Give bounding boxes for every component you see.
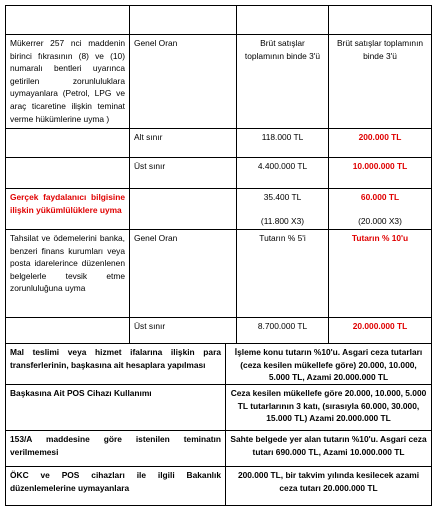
collection-upper-label-cell xyxy=(129,317,237,344)
pos-description: Başkasına Ait POS Cihazı Kullanımı xyxy=(10,388,152,398)
guarantee-description-cell xyxy=(5,430,226,467)
pos-penalty-cell xyxy=(225,384,432,431)
guarantee-penalty-cell xyxy=(225,430,432,467)
upper-new-value: 10.000.000 TL xyxy=(352,161,408,171)
beneficial-empty-cell xyxy=(129,188,237,230)
general-old-cell xyxy=(236,34,329,129)
collection-upper-old-value: 8.700.000 TL xyxy=(257,321,308,331)
collection-upper-new-cell xyxy=(328,317,432,344)
header-cell-3 xyxy=(236,5,329,35)
okc-description-cell xyxy=(5,466,226,506)
beneficial-description-cell xyxy=(5,188,130,230)
collection-new-cell xyxy=(328,229,432,318)
lower-label-cell xyxy=(129,128,237,158)
beneficial-description: Gerçek faydalanıcı bilgisine ilişkin yükümlülüklere uyma xyxy=(10,192,125,215)
beneficial-old-formula: (11.800 X3) xyxy=(260,215,305,226)
upper-empty-cell xyxy=(5,157,130,189)
collection-upper-label: Üst sınır xyxy=(134,321,166,331)
beneficial-new-value: 60.000 TL xyxy=(360,192,400,202)
collection-new-value: Tutarın % 10'u xyxy=(351,233,409,243)
lower-new-cell xyxy=(328,128,432,158)
general-new-value: Brüt satışlar toplamının binde 3'ü xyxy=(336,38,424,61)
lower-limit-label: Alt sınır xyxy=(134,132,163,142)
transfer-penalty: İşleme konu tutarın %10'u. Asgari ceza tutarları (ceza kesilen mükellefe göre) 20.000, 10.000, 5.000 TL, Azami 20.000.000 TL xyxy=(234,347,423,383)
pos-penalty: Ceza kesilen mükellefe göre 20.000, 10.000, 5.000 TL tutarlarının 3 katı, (sırasıyla 60.000, 30.000, 15.000 TL) Azami 20.000.000 TL xyxy=(230,388,427,424)
collection-upper-new-value: 20.000.000 TL xyxy=(352,321,408,331)
general-rate-label: Genel Oran xyxy=(134,38,178,48)
upper-new-cell xyxy=(328,157,432,189)
upper-old-value: 4.400.000 TL xyxy=(257,161,308,171)
header-cell-4 xyxy=(328,5,432,35)
guarantee-description: 153/A maddesine göre istenilen teminatın verilmemesi xyxy=(10,434,221,457)
transfer-description: Mal teslimi veya hizmet ifalarına ilişkin para transferlerinin, başkasına ait hesaplara yapılması xyxy=(10,347,221,370)
general-label-cell xyxy=(129,34,237,129)
okc-penalty-cell xyxy=(225,466,432,506)
transfer-penalty-cell xyxy=(225,343,432,385)
upper-label-cell xyxy=(129,157,237,189)
upper-limit-label: Üst sınır xyxy=(134,161,166,171)
beneficial-old-cell xyxy=(236,188,329,230)
header-cell-1 xyxy=(5,5,130,35)
okc-description: ÖKC ve POS cihazları ile ilgili Bakanlık düzenlemelerine uymayanlara xyxy=(10,470,221,493)
lower-new-value: 200.000 TL xyxy=(358,132,402,142)
collection-label-cell xyxy=(129,229,237,318)
beneficial-old-value: 35.400 TL xyxy=(263,192,302,202)
collection-old-value: Tutarın % 5'i xyxy=(259,233,306,243)
collection-description-cell xyxy=(5,229,130,318)
upper-old-cell xyxy=(236,157,329,189)
collection-upper-empty-cell xyxy=(5,317,130,344)
beneficial-new-cell xyxy=(328,188,432,230)
collection-old-cell xyxy=(236,229,329,318)
general-old-value: Brüt satışlar toplamının binde 3'ü xyxy=(244,38,321,61)
lower-empty-cell xyxy=(5,128,130,158)
lower-old-cell xyxy=(236,128,329,158)
okc-penalty: 200.000 TL, bir takvim yılında kesilecek azami ceza tutarı 20.000.000 TL xyxy=(237,470,420,493)
general-description-cell xyxy=(5,34,130,129)
guarantee-penalty: Sahte belgede yer alan tutarın %10'u. Asgari ceza tutarı 690.000 TL, Azami 10.000.000 TL xyxy=(230,434,427,457)
pos-description-cell xyxy=(5,384,226,431)
lower-old-value: 118.000 TL xyxy=(261,132,304,142)
general-new-cell xyxy=(328,34,432,129)
beneficial-new-formula: (20.000 X3) xyxy=(358,215,402,226)
transfer-description-cell xyxy=(5,343,226,385)
collection-upper-old-cell xyxy=(236,317,329,344)
collection-rate-label: Genel Oran xyxy=(134,233,178,243)
collection-description: Tahsilat ve ödemelerini banka, benzeri finans kurumları veya posta idarelerince düzenlenen belgelerle tevsik etme zorunluluğuna uyma xyxy=(10,233,125,294)
general-description: Mükerrer 257 nci maddenin birinci fıkrasının (8) ve (10) numaralı bentleri uyarınca getirilen zorunluluklara uymayanlara (Petrol, LPG ve araç ticaretine ilişkin teminat verme hükümlerine uyma ) xyxy=(10,38,125,124)
header-cell-2 xyxy=(129,5,237,35)
